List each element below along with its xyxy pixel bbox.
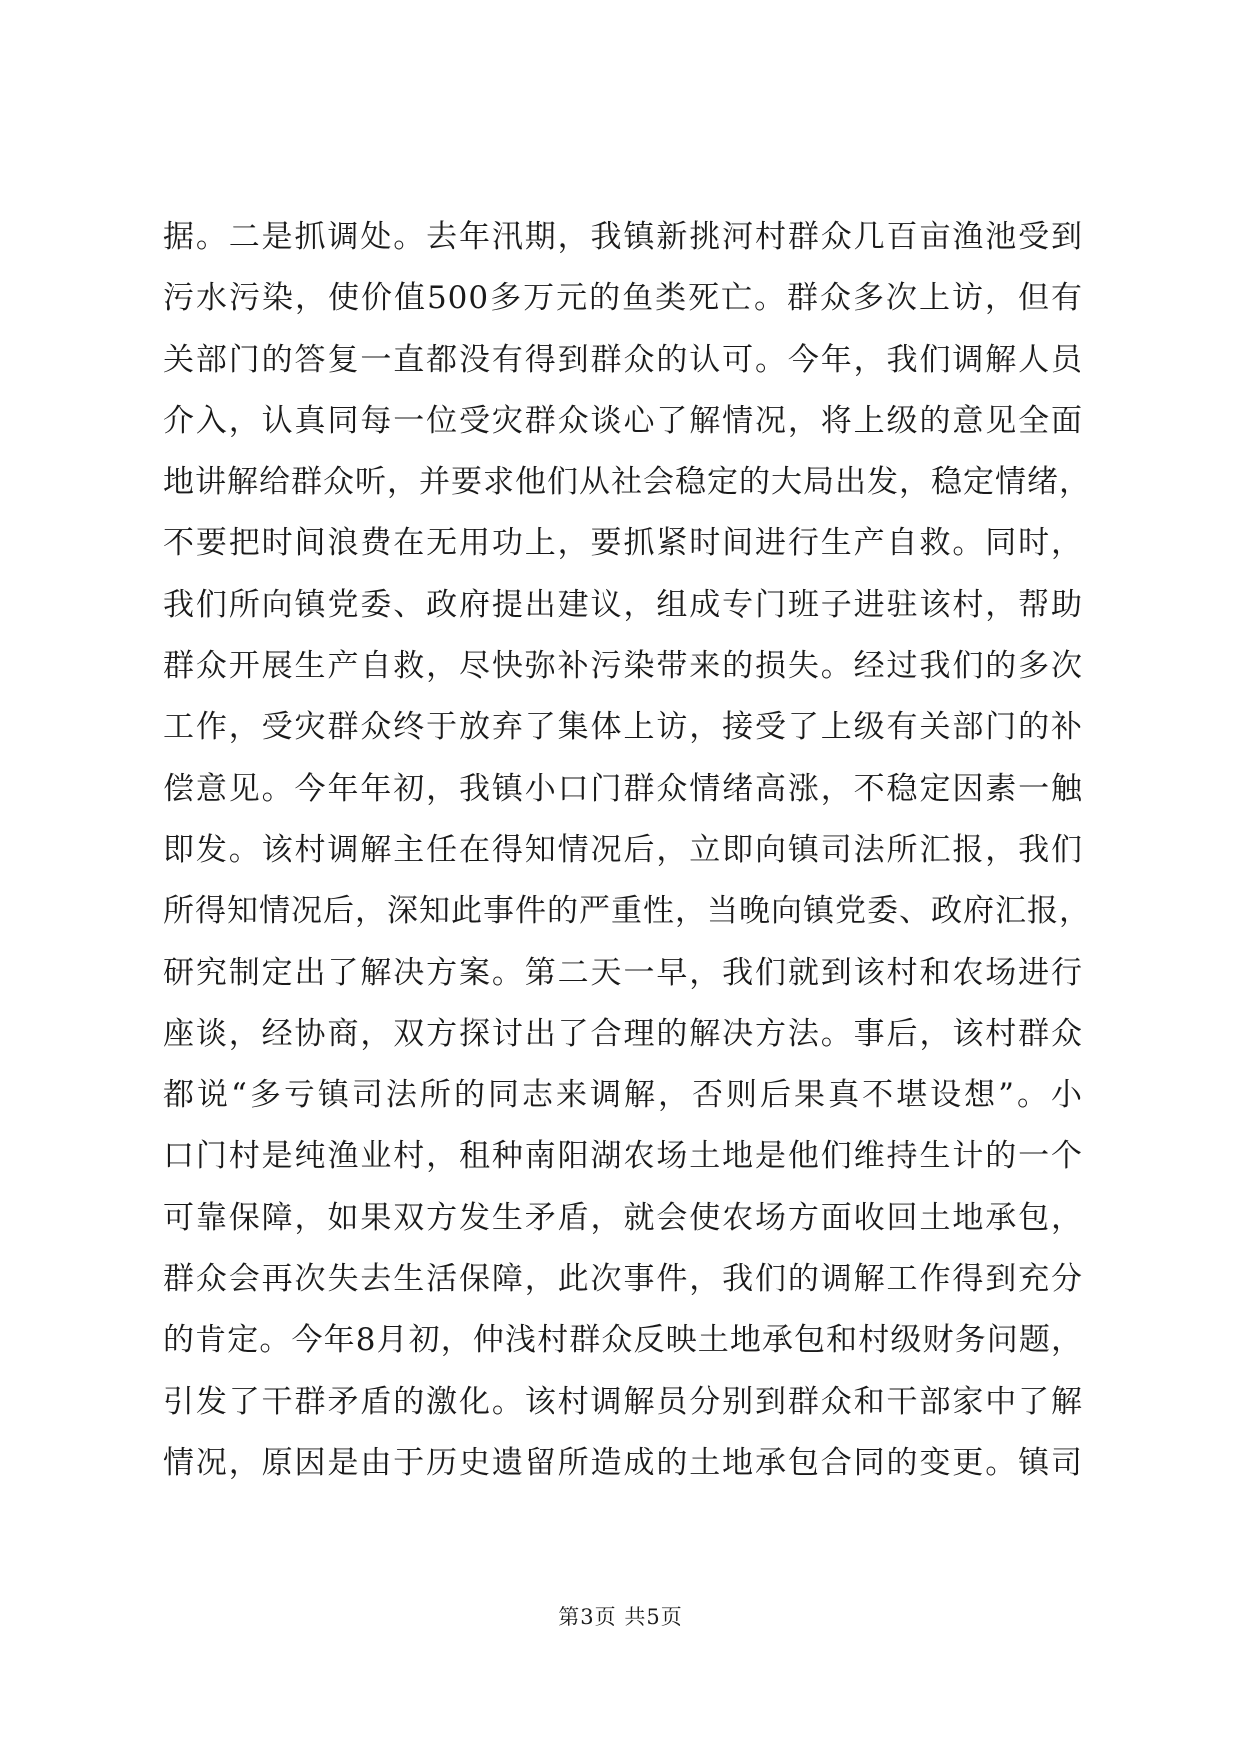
- text-line: 所得知情况后，深知此事件的严重性，当晚向镇党委、政府汇报，: [163, 893, 1091, 930]
- text-line: 口门村是纯渔业村，租种南阳湖农场土地是他们维持生计的一个: [163, 1138, 1083, 1175]
- text-line: 群众开展生产自救，尽快弥补污染带来的损失。经过我们的多次: [163, 648, 1083, 685]
- text-line: 引发了干群矛盾的激化。该村调解员分别到群众和干部家中了解: [163, 1383, 1083, 1420]
- text-line: 不要把时间浪费在无用功上，要抓紧时间进行生产自救。同时，: [163, 525, 1083, 562]
- text-line: 地讲解给群众听，并要求他们从社会稳定的大局出发，稳定情绪，: [163, 464, 1091, 501]
- text-line: 研究制定出了解决方案。第二天一早，我们就到该村和农场进行: [163, 954, 1083, 991]
- text-line: 介入，认真同每一位受灾群众谈心了解情况，将上级的意见全面: [163, 402, 1083, 439]
- text-line: 的肯定。今年8月初，仲浅村群众反映土地承包和村级财务问题，: [163, 1322, 1083, 1359]
- text-line: 都说“多亏镇司法所的同志来调解，否则后果真不堪设想”。小: [163, 1077, 1083, 1114]
- text-line: 工作，受灾群众终于放弃了集体上访，接受了上级有关部门的补: [163, 709, 1083, 746]
- text-line: 偿意见。今年年初，我镇小口门群众情绪高涨，不稳定因素一触: [163, 770, 1083, 807]
- text-line: 据。二是抓调处。去年汛期，我镇新挑河村群众几百亩渔池受到: [163, 219, 1083, 255]
- text-line: 情况，原因是由于历史遗留所造成的土地承包合同的变更。镇司: [163, 1444, 1083, 1481]
- text-line: 我们所向镇党委、政府提出建议，组成专门班子进驻该村，帮助: [163, 586, 1083, 623]
- text-line: 群众会再次失去生活保障，此次事件，我们的调解工作得到充分: [163, 1261, 1083, 1298]
- page-number-footer: 第3页 共5页: [558, 1605, 683, 1629]
- body-text: [163, 207, 1091, 1494]
- text-line: 污水污染，使价值500多万元的鱼类死亡。群众多次上访，但有: [163, 280, 1083, 317]
- text-line: 关部门的答复一直都没有得到群众的认可。今年，我们调解人员: [163, 341, 1083, 378]
- text-line: 可靠保障，如果双方发生矛盾，就会使农场方面收回土地承包，: [163, 1199, 1083, 1236]
- text-line: 即发。该村调解主任在得知情况后，立即向镇司法所汇报，我们: [163, 831, 1083, 868]
- text-line: 座谈，经协商，双方探讨出了合理的解决方法。事后，该村群众: [163, 1015, 1083, 1052]
